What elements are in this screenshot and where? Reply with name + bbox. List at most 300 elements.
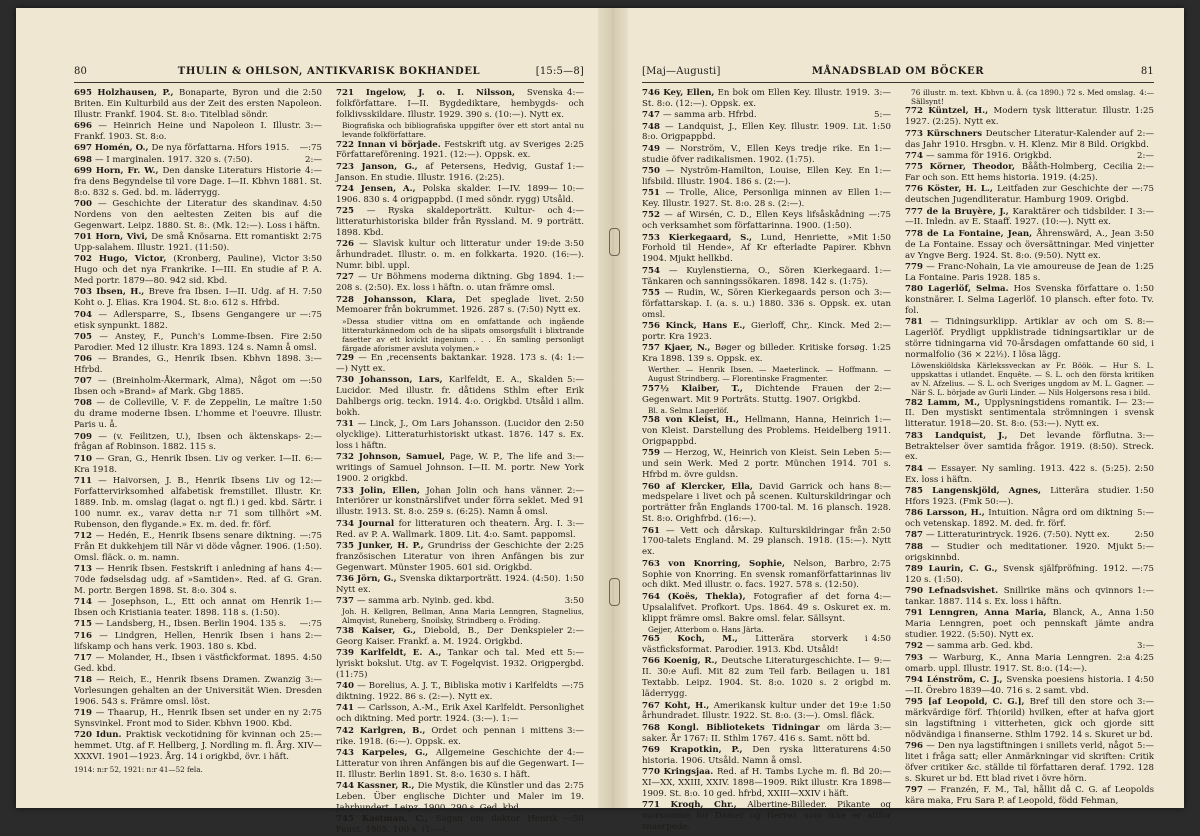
right-column-1 [642, 88, 891, 833]
entry-price: 4:— [1139, 88, 1154, 97]
entry-price: 3:— [1137, 430, 1154, 441]
entry-text: — Landsberg, H., Ibsen. Berlin 1904. 135 s. [94, 619, 287, 630]
catalog-entry [336, 626, 584, 648]
entry-text: Modern tysk litteratur. Illustr. 1927. (2:25). Nytt ex. [905, 106, 1131, 128]
entry-price: 2:75 [302, 708, 322, 719]
right-page-number: 81 [1140, 66, 1154, 77]
entry-heading: 790 Lefnadsvishet. [905, 586, 1004, 597]
entry-price: 4:— [874, 591, 891, 602]
entry-text: — Carlsson, A.-M., Erik Axel Karlfeldt. Personlighet och diktning. Med portr. 1924. (3:—). 1:— [336, 703, 584, 725]
entry-heading: 738 Kaiser, G., [336, 625, 424, 636]
entry-text: — samma arb. Nyinb. ged. kbd. [356, 596, 495, 607]
entry-heading: 696 [74, 121, 99, 132]
entry-heading: 736 Jörn, G., [336, 573, 400, 584]
entry-price: 2:50 [564, 294, 584, 305]
catalog-entry [905, 431, 1154, 464]
entry-heading: 719 [74, 708, 96, 719]
catalog-entry [642, 767, 891, 800]
entry-price: 2:25 [564, 540, 584, 551]
entry-price: 1:— [874, 265, 891, 276]
right-page-range: [Maj—Augusti] [642, 66, 721, 77]
entry-text: »Dessa studier vittna om en omfattande och ingående litteraturkännedom och de ha slipats omsorgsfullt i blixtrande fasetter av ett kvickt ingenium . . . En samling personligt färgade aforismer avsluta volymen.» [342, 316, 584, 353]
entry-text: Werther. — Henrik Ibsen. — Maeterlinck. — Hoffmann. — August Strindberg. — Florentinske Fragmenter. [648, 365, 891, 384]
entry-text: Deutscher Literatur-Kalender auf das Jahr 1910. Hrsgbn. v. H. Klenz. Mir 8 Bild. Origkbd. [905, 128, 1149, 150]
entry-heading: 699 Horn, Fr. W., [74, 165, 163, 176]
catalog-entry [336, 519, 584, 541]
entry-text: — Heinrich Heine und Napoleon I. Illustr. Frankf. 1903. St. 8:o. [74, 121, 302, 143]
catalog-entry [74, 287, 322, 309]
entry-price: 2:— [567, 625, 584, 636]
entry-price: 2:50 [564, 419, 584, 430]
entry-text: De små Knösarna. Ett romantiskt Upp-salahem. Illustr. 1921. (11:50). [74, 232, 299, 254]
left-page-header [74, 66, 584, 82]
catalog-entry [642, 723, 891, 745]
catalog-entry [642, 288, 891, 321]
entry-price: 8:— [874, 481, 891, 492]
entry-text: — Ur Böhmens moderna diktning. Gbg 1894. 208 s. (2:50). Ex. loss i häftn. o. utan främre omsl. [336, 272, 564, 294]
entry-text: — Litteraturintryck. 1926. (7:50). Nytt ex. [925, 530, 1110, 541]
catalog-entry [74, 398, 322, 431]
entry-price: 1:— [305, 597, 322, 608]
catalog-entry [74, 254, 322, 287]
entry-heading: 732 Johnson, Samuel, [336, 452, 450, 463]
entry-price: 25:— [299, 730, 322, 741]
catalog-entry [336, 574, 584, 596]
entry-heading: 702 Hugo, Victor, [74, 254, 174, 265]
entry-text: Praktisk veckotidning för kvinnan och hemmet. Utg. af F. Hellberg, J. Nordling m. fl. Årg. XIV—XXXVI. 1901—1923. Årg. 14 i origkbd, övr. i häft. [74, 730, 322, 763]
entry-text: — Molander, H., Ibsen i västfickformat. 1895. Ged. kbd. [74, 652, 299, 674]
entry-price: 1:25 [1134, 106, 1154, 117]
entry-heading: 711 [74, 475, 99, 486]
catalog-entry [642, 188, 891, 210]
entry-text: En bok om Ellen Key. Illustr. 1919. St. 8:o. (12:—). Oppsk. ex. [642, 88, 871, 109]
catalog-entry [905, 653, 1154, 675]
entry-text: Upplysningstidens romantik. I—II. Den mystiskt sentimentala strömningen i svensk litteratur. 1918—20. St. 8:o. (53:—). Nytt ex. [905, 397, 1154, 430]
catalog-entry [905, 542, 1154, 564]
entry-text: Deutsche Literaturgeschichte. I—II. 30:e Aufl. Mit 82 zum Teil farb. Beilagen u. 181 Textabb. Leipz. 1904. St. 8:o. 1020 s. 2 origbd m. läderrygg. [642, 656, 891, 700]
entry-price: 1:— [567, 353, 584, 364]
entry-price: —:50 [299, 376, 322, 387]
entry-text: — (v. Feilitzen, U.), Ibsen och äktenskaps-frågan af Robinson. 1882. 115 s. [74, 431, 302, 453]
entry-price: 3:— [1137, 641, 1154, 652]
entry-text: Gejjer, Atterbom o. Hans Järta. [648, 624, 764, 634]
catalog-entry [336, 121, 584, 139]
entry-price: 23:— [1131, 397, 1154, 408]
catalog-entry [74, 597, 322, 619]
catalog-entry [74, 708, 322, 730]
entry-price: 3:— [874, 88, 891, 98]
entry-price: 1:25 [871, 343, 891, 354]
catalog-entry [74, 199, 322, 232]
catalog-entry [642, 88, 891, 110]
entry-text: — Tidningsurklipp. Artiklar av och om S. Lagerlöf. Prydligt uppklistrade tidningsartiklar ur de större tidningarna vid 70-årsdagen omfattande 60 sid, i normalfolio (36 × 22½). I lösa lägg. [905, 317, 1154, 360]
entry-heading: 713 [74, 564, 96, 574]
entry-heading: 787 [905, 530, 926, 541]
catalog-entry [905, 361, 1154, 397]
entry-text: — Studier och meditationer. 1920. Mjukt origskinnbd. [905, 541, 1134, 563]
entry-price: 4:25 [1134, 652, 1154, 663]
catalog-entry [336, 648, 584, 681]
catalog-entry [74, 121, 322, 143]
entry-text: Det levande förflutna. Betraktelser över samtida frågor. 1919. (8:50). Streck. ex. [905, 430, 1154, 463]
entry-heading: 793 [905, 652, 929, 663]
entry-text: for litteraturen och theatern. Årg. I. Red. av P. A. Wallmark. 1809. Lit. 4:o. Samt. pappomsl. [336, 518, 576, 540]
entry-price: 4:50 [302, 652, 322, 663]
catalog-entry [642, 625, 891, 634]
entry-text: — Nyström-Hamilton, Louise, Ellen Key. En lifsbild. Illustr. 1904. 186 s. (2:—). [642, 165, 871, 187]
entry-price: 2:75 [871, 558, 891, 569]
entry-text: Grundriss der Geschichte der französischen Literatur von ihren Anfängen bis zur Gegenwart. Münster 1905. 601 sid. Origkbd. [336, 540, 584, 573]
entry-heading: 757½ Klaiber, T., [642, 383, 756, 394]
catalog-entry [642, 592, 891, 625]
entry-text: Hos Svenska författare o. konstnärer. I. Selma Lagerlöf. 10 plansch. efter foto. Tv. fol. [905, 284, 1154, 316]
entry-heading: 721 Ingelow, J. o. I. Nilsson, [336, 88, 527, 98]
entry-heading: 742 Karlgren, B., [336, 725, 432, 736]
entry-price: 1:— [567, 272, 584, 283]
entry-price: 1:— [874, 143, 891, 154]
entry-text: — Warburg, K., Anna Maria Lenngren. 2:a omarb. uppl. Illustr. 1917. St. 8:o. (14:—). [905, 652, 1131, 674]
entry-text: — Borelius, A. J. T., Bibliska motiv i Karlfeldts diktning. 1922. 86 s. (2:—). Nytt ex. [336, 681, 558, 703]
entry-price: 2:50 [871, 525, 891, 536]
entry-text: af Petersens, Hedvig, Gustaf Janson. En studie. Illustr. 1916. (2:25). [336, 161, 564, 183]
entry-price: 8:— [1137, 317, 1154, 328]
entry-text: Tankar och tal. Med ett lyriskt bokslut. Utg. av T. Fogelqvist. 1932. Origpergbd. (11:75) [336, 648, 584, 680]
entry-text: — de Colleville, V. F. de Zeppelin, Le maître du drame moderne Ibsen. L'homme et l'oeuvre. Illustr. Paris u. å. [74, 398, 322, 431]
entry-heading: 739 Karlfeldt, E. A., [336, 648, 448, 659]
entry-price: 20:— [868, 767, 891, 778]
entry-heading: 722 Innan vi började. [336, 139, 445, 150]
entry-text: — Linck, J., Om Lars Johansson. (Lucidor den olycklige). Litteraturhistoriskt utkast. 1876. 147 s. Ex. loss i häftn. [336, 419, 584, 452]
catalog-entry [905, 486, 1154, 508]
entry-price: 3:50 [564, 596, 584, 607]
left-page-range: [15:5—8] [535, 66, 584, 77]
entry-heading: 723 Janson, G., [336, 161, 426, 172]
entry-price: 5:— [1137, 741, 1154, 752]
entry-heading: 701 Horn, Vivi, [74, 232, 152, 243]
entry-heading: 747 [642, 110, 663, 121]
catalog-entry [74, 653, 322, 675]
catalog-entry [336, 681, 584, 703]
entry-text: Litterära storverk i västficksformat. Parodier. 1913. Kbd. Utsåld! [642, 634, 868, 656]
entry-price: 1:50 [871, 232, 891, 243]
entry-price: 10:— [561, 183, 584, 194]
entry-text: — Reich, E., Henrik Ibsens Dramen. Zwanzig Vorlesungen gehalten an der Universität Wien. Dresden 1906. 543 s. Främre omsl. löst. [74, 675, 322, 707]
catalog-entry [74, 631, 322, 653]
entry-text: — Landquist, J., Ellen Key. Illustr. 1909. Lit. 8:o. Origpappbd. [642, 121, 868, 143]
catalog-entry [642, 343, 891, 365]
entry-price: 2:— [1137, 128, 1154, 139]
entry-text: Bonaparte, Byron und die Briten. Ein Kulturbild aus der Zeit des ersten Napoleon. Illustr. Frankf. 1904. St. 8:o. Titelblad söndr. [74, 88, 322, 120]
catalog-entry [642, 800, 891, 833]
entry-text: — Gran, G., Henrik Ibsen. Liv og verker. I—II. Kra 1918. [74, 453, 302, 475]
entry-text: — Geschichte der Literatur des skandinav. Nordens von den aeltesten Zeiten bis auf die Gegenwart. Leipz. 1880. St. 8:. (Mk. 12:—). Loss i häftn. [74, 199, 322, 231]
entry-text: — Rudin, W., Sören Kierkegaards person och författarskap. I. (a. s. u.) 1880. 336 s. Oppsk. ex. utan omsl. [642, 287, 891, 320]
entry-heading: 753 Kierkegaard, S., [642, 232, 761, 243]
catalog-entry [905, 741, 1154, 785]
entry-text: — Franzén, F. M., Tal, hållit då C. G. af Leopolds kära maka, Fru Sara P. af Leopold, född Fehman, [905, 785, 1154, 807]
catalog-entry [74, 166, 322, 199]
entry-text: Nelson, Barbro, Sophie von Knorring. En svensk romanförfattarinnas liv och dikt. Med illustr. o. facs. 1927. 578 s. (12:50). [642, 558, 891, 591]
catalog-entry [642, 448, 891, 481]
catalog-entry [74, 619, 322, 630]
entry-heading: 777 de la Bruyère, J., [905, 206, 1013, 217]
entry-price: 2:50 [302, 331, 322, 342]
entry-text: Blanck, A., Anna Maria Lenngren, poet och pennskaft jämte andra studier. 1922. (5:50). Nytt ex. [905, 608, 1154, 641]
catalog-entry [74, 354, 322, 376]
catalog-entry [642, 482, 891, 526]
entry-text: — Ryska skaldeporträtt. Kultur- och litteraturhistoriska bilder från Ryssland. M. 9 porträtt. 1898. Kbd. [336, 206, 584, 238]
catalog-entry [74, 232, 322, 254]
entry-price: 1:— [874, 165, 891, 176]
entry-heading: 733 Jolin, Ellen, [336, 485, 427, 496]
catalog-entry [905, 229, 1154, 262]
entry-text: — Franc-Nohain, La vie amoureuse de Jean de La Fontaine. Paris 1928. 185 s. [905, 261, 1131, 283]
catalog-entry [336, 353, 584, 375]
left-page-title: THULIN & OHLSON, ANTIKVARISK BOKHANDEL [177, 66, 481, 77]
column-footnote: 1914: n:r 52, 1921: n:r 41—52 fela. [74, 765, 203, 775]
entry-text: Gierloff, Chr,. Kinck. Med portr. Kra 1923. [642, 320, 871, 342]
entry-heading: 745 Kastman, C., [336, 814, 436, 825]
catalog-entry [642, 634, 891, 656]
entry-heading: 768 Kongl. Bibliotekets Tidningar [642, 722, 827, 733]
entry-heading: 756 Kinck, Hans E., [642, 320, 752, 331]
entry-price: 2:— [305, 431, 322, 442]
catalog-entry [336, 486, 584, 519]
entry-heading: 709 [74, 431, 99, 442]
entry-text: — Kuylenstierna, O., Sören Kierkegaard. Tänkaren och sanningssökaren. 1898. 142 s. (1:75). [642, 265, 871, 287]
catalog-entry [642, 406, 891, 415]
catalog-entry [336, 88, 584, 121]
catalog-entry [336, 607, 584, 625]
entry-price: 3:— [1137, 206, 1154, 217]
entry-heading: 791 Lenngren, Anna Maria, [905, 608, 1053, 619]
entry-heading: 730 Johansson, Lars, [336, 375, 449, 386]
entry-text: Dichtende Frauen der Gegenwart. Mit 9 Porträts. Stuttg. 1907. Origkbd. [642, 383, 871, 405]
entry-text: — Norström, V., Ellen Keys tredje rike. En studie öfver radikalismen. 1902. (1:75). [642, 143, 871, 165]
entry-text: — Brandes, G., Henrik Ibsen. Kbhvn 1898. Hfrbd. [74, 354, 302, 375]
entry-text: Albertine-Billeder. Pikante og morsomme for Damer og Herrer, som ikke er altfor snaerpede. [642, 800, 891, 833]
entry-price: 4:— [567, 206, 584, 217]
catalog-entry [905, 697, 1154, 741]
entry-heading: 772 Küntzel, H., [905, 106, 994, 117]
entry-heading: 776 Köster, H. L., [905, 184, 998, 195]
entry-text: Bååth-Holmberg, Cecilia Far och son. Ett hems historia. 1919. (4:25). [905, 162, 1134, 183]
catalog-entry [74, 675, 322, 708]
catalog-entry [336, 596, 584, 607]
entry-text: — samma för 1916. Origkbd. [925, 150, 1052, 161]
catalog-entry [905, 184, 1154, 206]
entry-price: 2:75 [564, 780, 584, 791]
entry-heading: 781 [905, 317, 931, 328]
entry-text: Intuition. Några ord om diktning och vetenskap. 1892. M. ded. fr. förf. [905, 508, 1134, 530]
entry-text: — Slavisk kultur och litteratur under 19:de århundradet. Illustr. o. m. en folkkarta. 1920. (16:—). Numr. bibl. uppl. [336, 239, 584, 272]
catalog-entry [642, 110, 891, 121]
catalog-entry [74, 432, 322, 454]
entry-heading: 729 [336, 353, 359, 364]
entry-heading: 770 Kringsjaa. [642, 767, 717, 778]
entry-price: 3:— [567, 518, 584, 529]
right-page [628, 8, 1184, 833]
catalog-entry [905, 151, 1154, 162]
entry-text: Fotografier af det forna Upsalalifvet. Profkort. Ups. 1864. 49 s. Oskuret ex. m. klippt främre omsl. Bakre omsl. felar. Sällsynt. [642, 591, 891, 624]
entry-text: Allgemeine Geschichte der Litteratur von ihren Anfängen bis auf die Gegenwart. I—II. Illustr. Berlin 1891. St. 8:o. 1630 s. I häft. [336, 747, 584, 780]
entry-heading: 697 Homén, O., [74, 143, 152, 154]
entry-heading: 779 [905, 261, 927, 272]
entry-price: 3:— [567, 725, 584, 736]
entry-price: 12:— [299, 475, 322, 486]
entry-heading: 712 [74, 530, 96, 541]
entry-heading: 717 [74, 652, 96, 663]
entry-heading: 758 von Kleist, H., [642, 415, 745, 426]
entry-heading: 700 [74, 199, 98, 210]
catalog-entry [336, 140, 584, 162]
entry-text: — Essayer. Ny samling. 1913. 422 s. (5:25). Ex. loss i häftn. [905, 463, 1131, 485]
catalog-entry [642, 701, 891, 723]
entry-text: — Haivorsen, J. B., Henrik Ibsens Liv og Forfattervirksomhed alfabetisk fremstillet. Illustr. Kr. 1889. Inb. m. omslag (lagat o. ngt fl.) i ged. kbd. Särtr. i 100 numr. ex., varav detta n:r 71 som tillhört »M. Rubenson, den flygande.» Ex. m. ded. fr. förf. [74, 475, 322, 530]
entry-text: Red. af H. Tambs Lyche m. fl. Bd XI—XX, XXIII, XXIV. 1898—1909. Rikt illustr. Kra 1898—1909. St. 8:o. 10 ged. hfrbd, XXIII—XXIV i häft. [642, 767, 891, 799]
left-column-2 [336, 88, 584, 835]
entry-text: Johan Jolin och hans vänner. Interiörer ur konstnärslifvet under förra seklet. Med 91 illustr. 1913. St. 8:o. 259 s. (6:25). Namn å omsl. [336, 485, 584, 518]
book-gutter [598, 8, 628, 808]
entry-heading: 727 [336, 272, 359, 283]
entry-price: 9:— [874, 656, 891, 667]
entry-text: Breve fra Ibsen. I—II. Udg. af H. Koht o. J. Elias. Kra 1904. St. 8:o. 612 s. Hfrbd. [74, 287, 299, 309]
entry-text: Polska skalder. I—IV. 1899—1906. 830 s. 4 origpappbd. (I med söndr. rygg) Utsåld. [336, 183, 574, 205]
entry-price: 4:50 [302, 199, 322, 210]
left-page [16, 8, 598, 835]
entry-heading: 698 [74, 154, 95, 165]
entry-price: 1:— [1137, 586, 1154, 597]
right-header-rule [642, 82, 1154, 83]
entry-price: —:75 [868, 210, 891, 221]
entry-text: Page, W. P., The life and writings of Samuel Johnson. I—II. M. portr. New York 1900. 2 origkbd. [336, 452, 584, 485]
entry-price: 2:— [874, 383, 891, 394]
entry-price: 3:— [1137, 697, 1154, 708]
entry-heading: 740 [336, 681, 358, 692]
catalog-entry [905, 464, 1154, 486]
entry-price: 1:50 [871, 700, 891, 711]
catalog-entry [74, 88, 322, 121]
entry-price: 1:— [567, 161, 584, 172]
left-page-number: 80 [74, 66, 88, 77]
catalog-entry [642, 559, 891, 592]
catalog-entry [905, 106, 1154, 128]
entry-price: 2:— [1137, 162, 1154, 173]
right-columns [642, 88, 1154, 833]
entry-price: 2:— [874, 320, 891, 331]
entry-text: om lärda saker. År 1767: II. Sthlm 1767. 416 s. Samt. nött bd. [642, 722, 871, 744]
entry-text: 76 illustr. m. text. Kbhvn u. å. (ca 1890.) 72 s. Med omslag. Sällsynt! [911, 88, 1136, 106]
entry-price: 3:— [874, 287, 891, 298]
entry-text: — af Wirsén, C. D., Ellen Keys lifsåskådning och verksamhet som författarinna. 1900. (1:50). [642, 210, 865, 232]
entry-heading: 735 Junker, H. P., [336, 540, 428, 551]
entry-heading: 710 [74, 453, 96, 464]
catalog-entry [642, 144, 891, 166]
entry-heading: 714 [74, 597, 98, 608]
entry-text: — Josephson, L., Ett och annat om Henrik Ibsen och Kristiania teater. 1898. 118 s. (1:50). [74, 597, 302, 619]
entry-heading: 728 Johansson, Klara, [336, 294, 466, 305]
entry-heading: 797 [905, 785, 928, 796]
entry-text: Bøger og billeder. Kritiske forsøg. Kra 1898. 139 s. Oppsk. ex. [642, 343, 868, 365]
entry-price: 3:50 [302, 254, 322, 265]
catalog-entry [336, 295, 584, 317]
entry-price: 4:50 [1134, 674, 1154, 685]
catalog-entry [336, 184, 584, 206]
catalog-entry [74, 332, 322, 354]
staple-top [609, 228, 620, 256]
entry-heading: 707 [74, 376, 98, 387]
catalog-entry [336, 748, 584, 781]
entry-heading: 785 Langenskjöld, Agnes, [905, 485, 1051, 496]
entry-heading: 767 Koht, H., [642, 700, 714, 711]
entry-heading: 746 Key, Ellen, [642, 88, 718, 98]
entry-price: 1:— [874, 188, 891, 199]
entry-text: — Den nya lagstiftningen i snillets verld, något litet i fråga satt; eller Anmärkningar vid skriften: Critik öfver critiker &c. ställde til författaren deraf. 1792. 128 s. Skuret ur bd. Ett blad rivet i övre hörn. [905, 741, 1154, 784]
entry-text: Bref till den store och märkvärdige förf. Th(orild) hvilken, efter at hafva gjort sin lagstiftning i vitterheten, gick och gjorde sitt nödvändiga i finanserne. Sthlm 1792. 14 s. Skuret ur bd. [905, 697, 1154, 740]
catalog-entry [642, 233, 891, 266]
entry-heading: 741 [336, 703, 358, 714]
entry-text: — Trolle, Alice, Personliga minnen av Ellen Key. Illustr. 1927. St. 8:o. 28 s. (2:—). [642, 188, 871, 210]
entry-heading: 760 af Klercker, Ella, [642, 481, 759, 492]
entry-heading: 788 [905, 541, 931, 552]
entry-price: —:75 [299, 619, 322, 630]
entry-text: David Garrick och hans medspelare i livet och på scenen. Kulturskildringar och porträtter från Englands 1700-tal. M. 16 plansch. 1928. St. 8:o. Orighfrbd. (16:—). [642, 481, 891, 525]
entry-text: Svensk själfpröfning. 1912. 120 s. (1:50). [905, 563, 1128, 585]
entry-heading: 775 Körner, Theodor, [905, 162, 1022, 173]
entry-text: Löwenskiöldska Kärlekssveckan av Fr. Böök. — Hur S. L. uppskattas i utlandet. Enquête. — S. L. och den första kritiken av N. Afzelius. — S. L. och Sveriges ungdom av M. L. Gagner. — När S. L. började av Gurli Linder. — Nils Holgersons resa i bild. [911, 361, 1154, 398]
catalog-entry [74, 143, 322, 154]
catalog-entry [905, 508, 1154, 530]
entry-heading: 765 Koch, M., [642, 634, 756, 645]
entry-heading: 778 de La Fontaine, Jean, [905, 228, 1037, 239]
entry-price: —:75 [299, 143, 322, 154]
entry-text: Ordet och pennan i mittens rike. 1918. (6:—). Oppsk. ex. [336, 725, 564, 747]
entry-heading: 706 [74, 354, 98, 365]
catalog-entry [74, 376, 322, 398]
entry-heading: 766 Koenig, R., [642, 656, 722, 667]
entry-heading: 786 Larsson, H., [905, 508, 989, 519]
entry-text: — En ,recensents baktankar. 1928. 173 s. (4:—) Nytt ex. [336, 353, 564, 375]
entry-text: Leitfaden zur Geschichte der deutschen Jugendliteratur. Hamburg 1909. Origbd. [905, 184, 1129, 206]
entry-text: — Hedén, E., Henrik Ibsens senare diktning. Från Et dukkehjem till När vi döde vågner. 1906. (1:50). Omsl. fläck. o. m. namn. [74, 530, 322, 563]
entry-price: 3:— [874, 722, 891, 733]
catalog-entry [642, 266, 891, 288]
entry-text: — Henrik Ibsen. Festskrift i anledning af hans 70de fødselsdag udg. af »Samtiden». Red. af G. Gran. M. portr. Bergen 1898. St. 8:o. 304 s. [74, 564, 322, 596]
catalog-entry [336, 452, 584, 485]
catalog-entry [336, 317, 584, 353]
entry-text: Den danske Literaturs Historie fra dens Begyndelse til vore Dage. I—II. Kbhvn 1881. St. 8:o. 832 s. Ged. bd. m. läderrygg. [74, 165, 322, 198]
entry-heading: 725 [336, 206, 367, 217]
entry-price: 1:50 [1134, 485, 1154, 496]
entry-price: 5:— [1137, 508, 1154, 519]
entry-price: 4:— [305, 165, 322, 176]
entry-heading: 731 [336, 419, 358, 430]
entry-heading: 705 [74, 331, 100, 342]
catalog-entry [642, 365, 891, 383]
entry-price: —:75 [299, 530, 322, 541]
entry-heading: 716 [74, 630, 100, 641]
entry-heading: 761 [642, 525, 667, 536]
entry-price: 1:25 [1134, 261, 1154, 272]
left-columns [74, 88, 584, 835]
entry-price: 4:50 [871, 634, 891, 645]
catalog-entry [642, 745, 891, 767]
catalog-entry [905, 530, 1154, 541]
entry-price: 5:— [567, 375, 584, 386]
catalog-entry [74, 564, 322, 597]
entry-text: Litterära studier. Hfors 1923. (Fmk 50:—). [905, 485, 1131, 507]
entry-price: 5:— [1137, 541, 1154, 552]
